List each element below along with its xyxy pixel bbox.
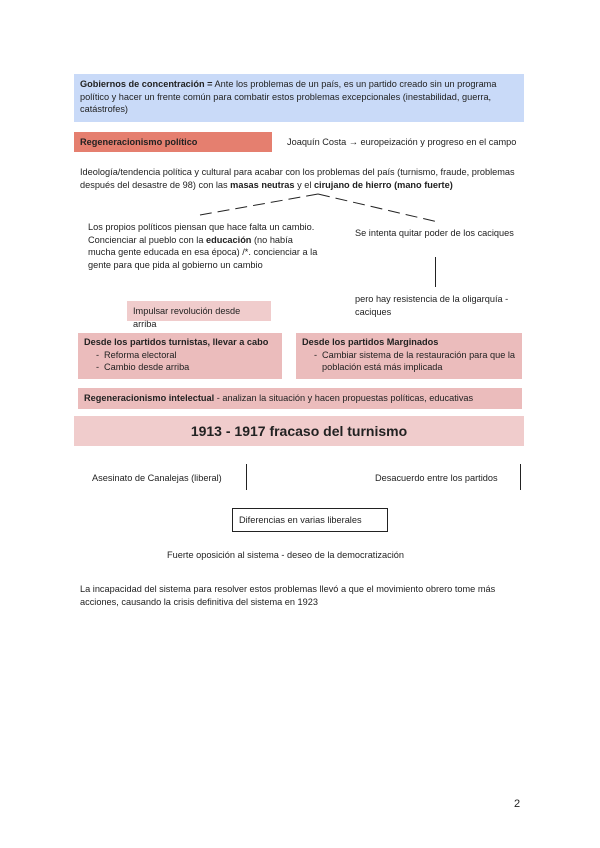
costa-text: Joaquín Costa → europeización y progreso en el campo <box>287 137 517 147</box>
conclusion-text: La incapacidad del sistema para resolver estos problemas llevó a que el movimiento obrero tome más acciones, causando la crisis definitiva del sistema en 1923 <box>80 584 496 607</box>
left-pre: Los propios políticos piensan que hace falta un cambio. Concienciar al pueblo con la <box>88 222 315 245</box>
turnistas-title: Desde los partidos turnistas, llevar a cabo <box>84 337 269 347</box>
fracaso-title: 1913 - 1917 fracaso del turnismo <box>190 423 408 439</box>
marginados-title: Desde los partidos Marginados <box>302 337 439 347</box>
desc-bold-cirujano: cirujano de hierro (mano fuerte) <box>313 179 453 190</box>
causa-left-vline <box>246 464 247 490</box>
marginados-item: - Cambiar sistema de la restauración para que la población está más implicada <box>302 349 516 374</box>
oposicion-text: Fuerte oposición al sistema - deseo de la democratización <box>167 550 404 560</box>
turnistas-item: - Cambio desde arriba <box>84 361 276 374</box>
concentracion-term: Gobiernos de concentración = <box>80 79 213 89</box>
branch-right-text: Se intenta quitar poder de los caciques <box>355 228 514 238</box>
desc-pre: Ideología/tendencia política y cultural para acabar con los problemas del país (turnismo, fraude, problemas después del desastre de 98) con las <box>80 167 515 190</box>
regeneracionismo-label-text: Regeneracionismo político <box>80 137 198 147</box>
branch-left-text <box>88 221 320 271</box>
marginados-list <box>302 349 516 374</box>
concentracion-text: Ante los problemas de un país, es un partido creado sin un programa político y hacer un frente común para combatir estos problemas excepcionales (inestabilidad, guerra, catástrofes) <box>80 79 497 114</box>
turnistas-box <box>78 333 282 379</box>
branch-right-vline <box>435 257 436 287</box>
impulsar-text: Impulsar revolución desde arriba <box>133 306 241 329</box>
causa-center-text: Diferencias en varias liberales <box>239 515 362 525</box>
causa-right: Desacuerdo entre los partidos <box>375 473 498 483</box>
marginados-box <box>296 333 522 379</box>
left-bold-educacion: educación <box>205 234 252 245</box>
turnistas-item: - Reforma electoral <box>84 349 276 362</box>
fracaso-banner <box>74 416 524 446</box>
impulsar-box <box>127 301 271 329</box>
causa-left: Asesinato de Canalejas (liberal) <box>92 473 222 483</box>
intelectual-box <box>78 388 522 409</box>
intelectual-text: - analizan la situación y hacen propuestas políticas, educativas <box>214 393 474 403</box>
oligarquia-text: pero hay resistencia de la oligarquía - caciques <box>355 294 509 317</box>
left-post: (no había mucha gente educada en esa época) /*. concienciar a la gente para que pida al gobierno un cambio <box>88 234 318 270</box>
causa-right-vline <box>520 464 521 490</box>
page-number: 2 <box>514 798 521 810</box>
desc-mid: y el <box>294 179 314 190</box>
intelectual-label: Regeneracionismo intelectual <box>84 393 215 403</box>
turnistas-list <box>84 349 276 374</box>
causa-center-box <box>232 508 388 532</box>
desc-bold-masas: masas neutras <box>230 179 295 190</box>
